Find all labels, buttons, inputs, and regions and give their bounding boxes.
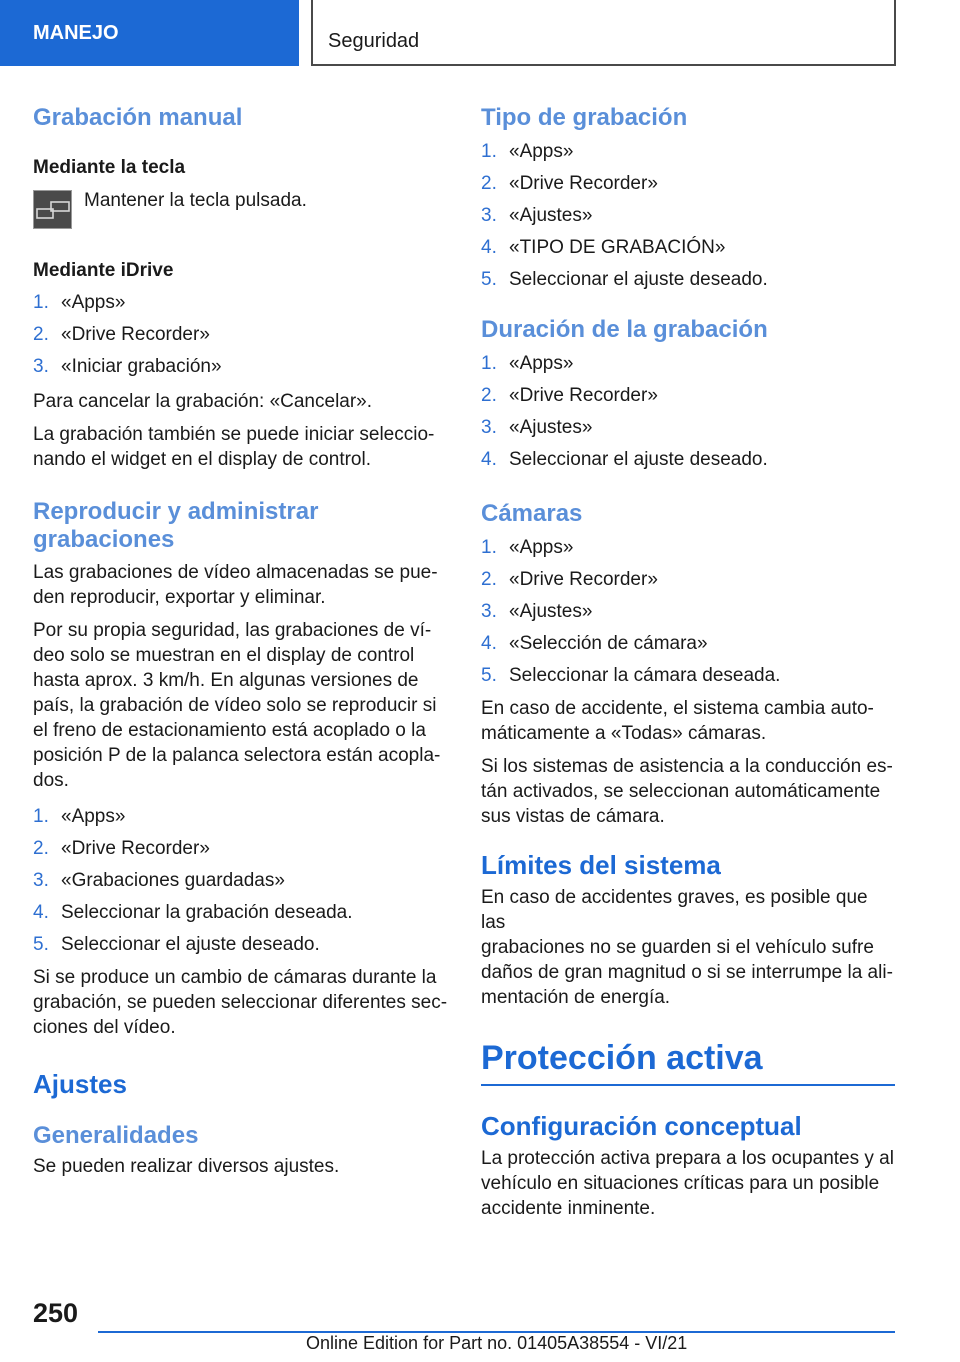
paragraph-camaras-1: En caso de accidente, el sistema cambia auto‐ máticamente a «Todas» cámaras. [481, 698, 874, 744]
list-item: 1. «Apps» [33, 806, 126, 827]
page-number: 250 [33, 1298, 79, 1328]
heading-mediante-tecla: Mediante la tecla [33, 157, 186, 178]
heading-reproducir: Reproducir y administrar grabaciones [33, 498, 319, 553]
list-item: 5. Seleccionar la cámara deseada. [481, 665, 781, 686]
page-header [0, 0, 960, 66]
camera-key-icon [33, 190, 72, 229]
list-item: 3. «Ajustes» [481, 417, 593, 438]
list-item: 2. «Drive Recorder» [481, 569, 658, 590]
list-item: 2. «Drive Recorder» [481, 173, 658, 194]
section-rule [481, 1084, 895, 1086]
heading-ajustes: Ajustes [33, 1069, 127, 1099]
list-item: 4. Seleccionar el ajuste deseado. [481, 449, 768, 470]
list-item: 2. «Drive Recorder» [33, 324, 210, 345]
list-item: 3. «Iniciar grabación» [33, 356, 222, 377]
list-item: 1. «Apps» [481, 141, 574, 162]
list-item: 1. «Apps» [481, 537, 574, 558]
paragraph-configuracion: La protección activa prepara a los ocupantes y al vehículo en situaciones críticas para un posible accidente inminente. [481, 1148, 894, 1219]
heading-limites: Límites del sistema [481, 850, 721, 880]
paragraph-reproducir-2: Por su propia seguridad, las grabaciones de ví‐ deo solo se muestran en el display de control hasta aprox. 3 km/h. En algunas versiones de país, la grabación de vídeo solo se reproducir si el freno de estacionamiento está acoplado o la posición P de la palanca selectora están acopla‐ dos. [33, 620, 441, 791]
paragraph-limites: En caso de accidentes graves, es posible que las grabaciones no se guarden si el vehículo sufre daños de gran magnitud o si se interrumpe la ali‐ mentación de energía. [481, 887, 893, 1008]
key-text: Mantener la tecla pulsada. [84, 190, 307, 211]
heading-tipo: Tipo de grabación [481, 104, 688, 131]
list-item: 5. Seleccionar el ajuste deseado. [481, 269, 768, 290]
list-camaras [481, 532, 896, 692]
list-reproducir [33, 801, 448, 961]
key-instruction [33, 190, 448, 229]
heading-proteccion: Protección activa [481, 1039, 763, 1077]
list-duracion [481, 348, 896, 476]
heading-grabacion-manual: Grabación manual [33, 104, 243, 131]
list-item: 3. «Grabaciones guardadas» [33, 870, 285, 891]
edition-text: Online Edition for Part no. 01405A38554 - VI/21 [306, 1333, 688, 1353]
list-item: 4. «TIPO DE GRABACIÓN» [481, 237, 726, 258]
list-item: 4. Seleccionar la grabación deseada. [33, 902, 353, 923]
heading-camaras: Cámaras [481, 500, 583, 527]
list-item: 2. «Drive Recorder» [481, 385, 658, 406]
list-item: 3. «Ajustes» [481, 205, 593, 226]
list-item: 1. «Apps» [33, 292, 126, 313]
section-tab: MANEJO [0, 0, 299, 66]
paragraph-reproducir-3: Si se produce un cambio de cámaras durante la grabación, se pueden seleccionar diferentes sec‐ ciones del vídeo. [33, 967, 448, 1038]
paragraph-camaras-2: Si los sistemas de asistencia a la conducción es‐ tán activados, se seleccionan automáticamente sus vistas de cámara. [481, 756, 893, 827]
paragraph-widget: La grabación también se puede iniciar seleccio‐ nando el widget en el display de control. [33, 424, 435, 470]
paragraph-reproducir-1: Las grabaciones de vídeo almacenadas se pue‐ den reproducir, exportar y eliminar. [33, 562, 438, 608]
list-item: 3. «Ajustes» [481, 601, 593, 622]
heading-configuracion: Configuración conceptual [481, 1111, 802, 1141]
left-column [33, 100, 448, 1179]
heading-mediante-idrive: Mediante iDrive [33, 260, 174, 281]
list-tipo [481, 136, 896, 296]
right-column [481, 100, 896, 1221]
list-manual [33, 287, 448, 383]
list-item: 1. «Apps» [481, 353, 574, 374]
heading-duracion: Duración de la grabación [481, 316, 768, 343]
list-item: 5. Seleccionar el ajuste deseado. [33, 934, 320, 955]
list-item: 2. «Drive Recorder» [33, 838, 210, 859]
paragraph-generalidades: Se pueden realizar diversos ajustes. [33, 1156, 340, 1177]
paragraph-cancel: Para cancelar la grabación: «Cancelar». [33, 391, 373, 412]
list-item: 4. «Selección de cámara» [481, 633, 708, 654]
chapter-tab: Seguridad [311, 0, 896, 66]
heading-generalidades: Generalidades [33, 1122, 199, 1149]
